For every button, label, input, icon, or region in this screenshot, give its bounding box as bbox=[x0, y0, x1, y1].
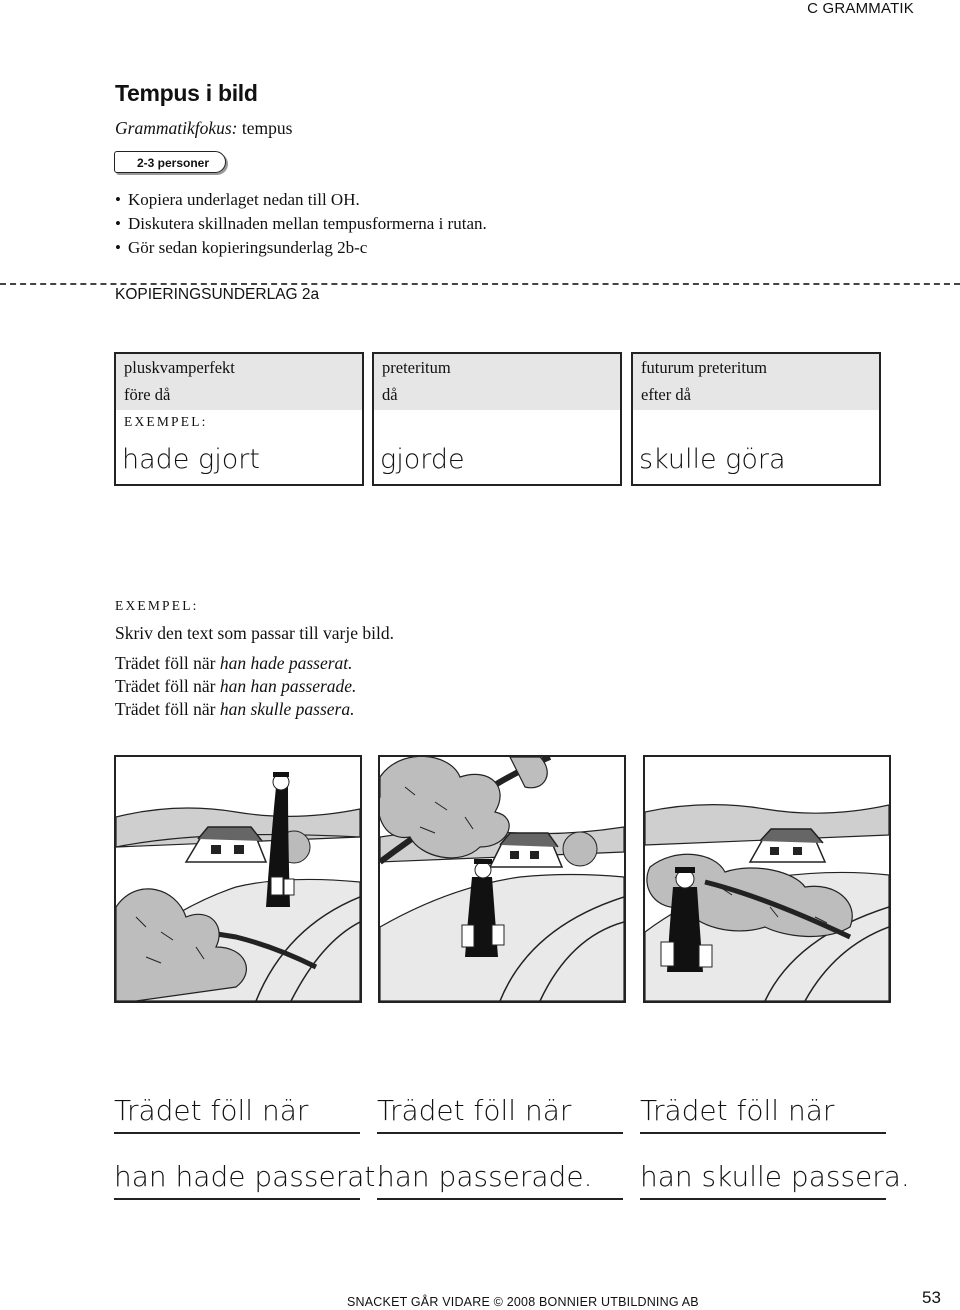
example-label: EXEMPEL: bbox=[124, 414, 208, 429]
tense-time: då bbox=[382, 385, 398, 404]
answer-line: han skulle passera. bbox=[640, 1156, 886, 1200]
tree-fallen-behind-walker-illustration bbox=[116, 757, 360, 1001]
instruction-item: • Diskutera skillnaden mellan tempusformerna i rutan. bbox=[115, 212, 487, 236]
picture-panel-3 bbox=[643, 755, 891, 1003]
instruction-item: • Kopiera underlaget nedan till OH. bbox=[115, 188, 487, 212]
answer-lines-1 bbox=[114, 1090, 385, 1200]
page-title: Tempus i bild bbox=[115, 80, 258, 106]
page-number: 53 bbox=[922, 1288, 941, 1307]
tense-example-word: hade gjort bbox=[122, 444, 260, 475]
tense-example-word: gjorde bbox=[380, 444, 465, 475]
tense-example-word: skulle göra bbox=[639, 444, 786, 475]
answer-line: Trädet föll när bbox=[114, 1090, 360, 1134]
tense-box-preteritum bbox=[372, 352, 622, 486]
tense-name: pluskvamperfekt bbox=[124, 358, 235, 377]
cut-line-divider bbox=[0, 283, 960, 285]
picture-panel-1 bbox=[114, 755, 362, 1003]
tense-time: efter då bbox=[641, 385, 691, 404]
example-heading: EXEMPEL: bbox=[115, 598, 199, 613]
grammar-focus bbox=[115, 118, 292, 139]
instruction-item: • Gör sedan kopieringsunderlag 2b-c bbox=[115, 236, 487, 260]
example-sentence: Trädet föll när han han passerade. bbox=[115, 676, 357, 696]
instruction-list bbox=[115, 188, 487, 260]
sheet-label: KOPIERINGSUNDERLAG 2a bbox=[115, 286, 320, 303]
tense-time: före då bbox=[124, 385, 171, 404]
example-sentence: Trädet föll när han hade passerat. bbox=[115, 653, 353, 673]
answer-line: han hade passerat. bbox=[114, 1156, 360, 1200]
example-instruction: Skriv den text som passar till varje bild. bbox=[115, 623, 394, 643]
answer-line: Trädet föll när bbox=[377, 1090, 623, 1134]
tree-fallen-ahead-of-walker-illustration bbox=[645, 757, 889, 1001]
answer-line: Trädet föll när bbox=[640, 1090, 886, 1134]
example-sentence: Trädet föll när han skulle passera. bbox=[115, 699, 355, 719]
tree-falling-above-walker-illustration bbox=[380, 757, 624, 1001]
footer-text: SNACKET GÅR VIDARE © 2008 BONNIER UTBILDNING AB bbox=[347, 1295, 699, 1309]
tense-box-pluskvamperfekt bbox=[114, 352, 364, 486]
grammar-focus-label: Grammatikfokus: bbox=[115, 118, 238, 138]
picture-panel-2 bbox=[378, 755, 626, 1003]
answer-lines-2 bbox=[377, 1090, 623, 1200]
tense-name: futurum preteritum bbox=[641, 358, 768, 377]
example-text bbox=[115, 622, 394, 721]
answer-lines-3 bbox=[640, 1090, 910, 1200]
group-size-tag: 2-3 personer bbox=[114, 151, 226, 173]
answer-line: han passerade. bbox=[377, 1156, 623, 1200]
section-label: C GRAMMATIK bbox=[807, 0, 914, 17]
tense-box-futurum-preteritum bbox=[631, 352, 881, 486]
grammar-focus-value: tempus bbox=[241, 118, 293, 138]
tense-name: preteritum bbox=[382, 358, 451, 377]
